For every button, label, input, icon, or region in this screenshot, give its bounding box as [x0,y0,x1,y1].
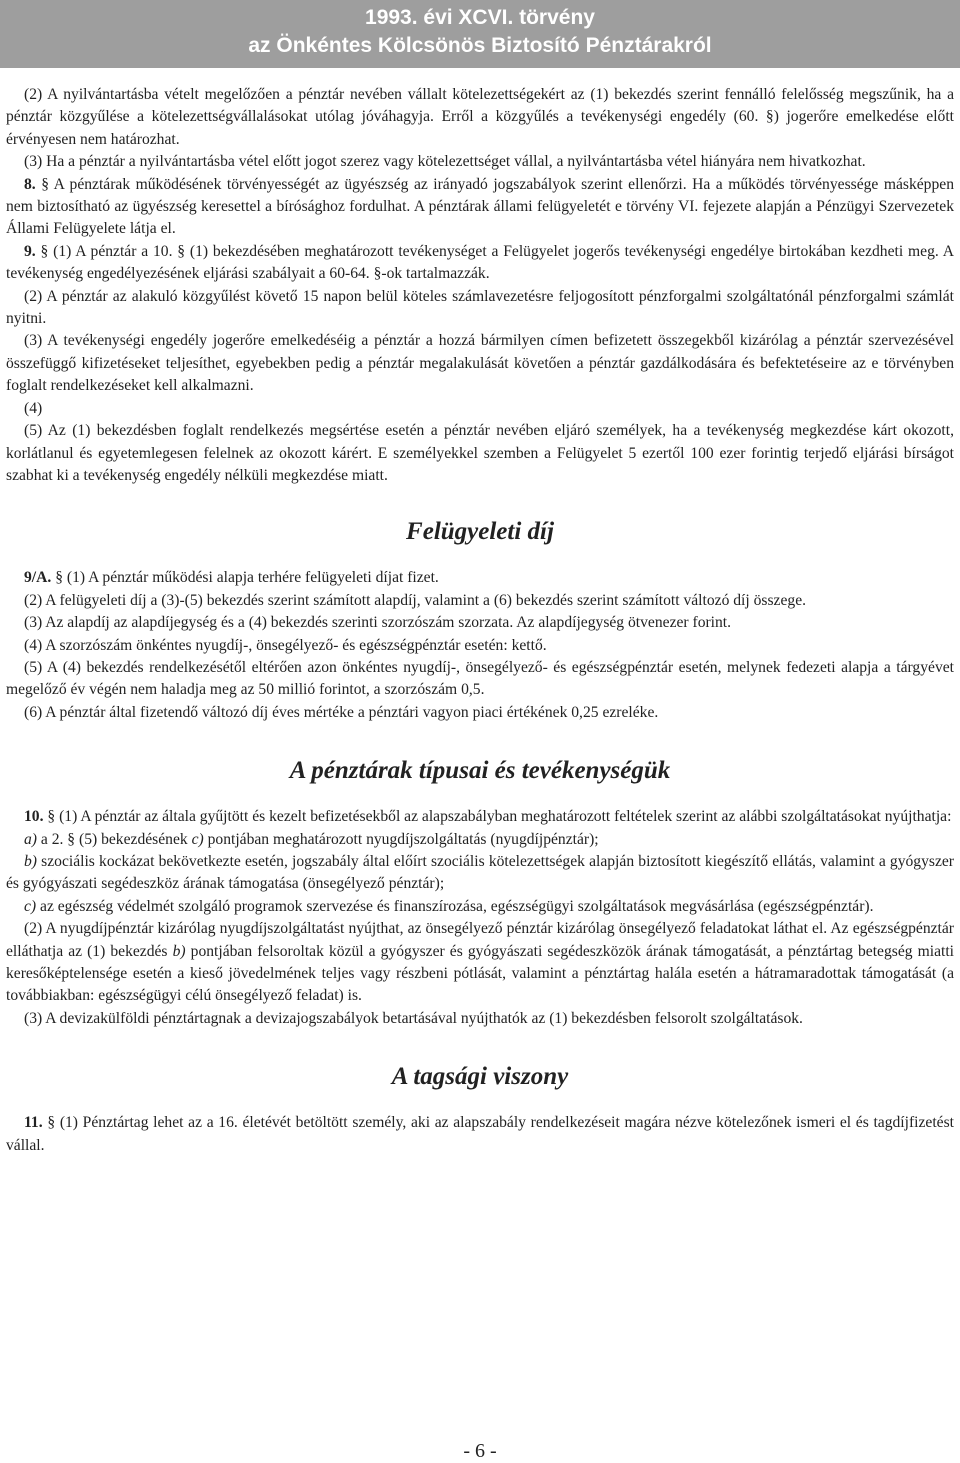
paragraph: (2) A nyugdíjpénztár kizárólag nyugdíjszolgáltatást nyújthat, az önsegélyező pénztár kizárólag önsegélyező feladatokat láthat el. Az egészségpénztár elláthatja az (1) bekezdés b) pontjában felsoroltak közül a gyógyszer és gyógyászati segédeszközök árának támogatását, a pénztártag betegség miatti keresőképtelensége esetén a kieső jövedelmének teljes vagy részbeni pótlását, valamint a pénztártag halála esetén a hátramaradottak támogatását (a továbbiakban: egészségügyi célú önsegélyező feladat) is. [6,920,954,1005]
section-heading: A tagsági viszony [391,1063,569,1091]
section-text: § (1) A pénztár az általa gyűjtött és kezelt befizetésekből az alapszabályban meghatározott feltételek szerint az alábbi szolgáltatásokat nyújthatja: [43,808,952,826]
section-number: 11. [24,1114,43,1132]
section-number: 9. [24,242,36,260]
page-number: - 6 - [463,1440,497,1462]
section-10 [6,806,954,828]
item-label: a) [24,830,37,848]
section-number: 8. [24,175,36,193]
document-header [0,0,960,68]
item-label: c) [24,897,37,915]
paragraph: (3) Ha a pénztár a nyilvántartásba vétel előtt jogot szerez vagy kötelezettséget vállal, a nyilvántartásba vétel hiányára nem hivatkozhat. [24,153,866,171]
section-heading: A pénztárak típusai és tevékenységük [289,757,671,785]
paragraph: (5) A (4) bekezdés rendelkezésétől eltérően azon önkéntes nyugdíj-, önsegélyező- és egészségpénztár esetén, melynek fedezeti alapja a tárgyévet megelőző év végén nem haladja meg az 50 millió forintot, a szorzószám 0,5. [6,658,954,699]
paragraph: (3) A devizakülföldi pénztártagnak a devizajogszabályok betartásával nyújthatók az (1) bekezdésben felsorolt szolgáltatások. [24,1009,803,1027]
paragraph: (2) A felügyeleti díj a (3)-(5) bekezdés szerint számított alapdíj, valamint a (6) bekezdés szerint számított változó díj összege. [24,591,807,609]
section-text: § (1) Pénztártag lehet az a 16. életévét betöltött személy, aki az alapszabály rendelkezéseit magára nézve kötelezőnek ismeri el és tagdíjfizetést vállal. [6,1114,954,1154]
list-item: b) szociális kockázat bekövetkezte esetén, jogszabály által előírt szociális kötelezettségek alapján biztosított kiegészítő ellátás, valamint a gyógyszer és gyógyászati segédeszköz árának támogatása (önsegélyező pénztár); [6,852,954,893]
paragraph: (4) [24,399,43,417]
header-law-title: 1993. évi XCVI. törvény [365,6,595,29]
section-9 [6,241,954,286]
document-body [0,68,960,1157]
list-item: c) az egészség védelmét szolgáló programok szervezése és finanszírozása, egészségügyi szolgáltatások megvásárlása (egészségpénztár). [24,897,874,915]
paragraph: (2) A nyilvántartásba vételt megelőzően a pénztár nevében vállalt kötelezettségekért az (1) bekezdés szerint fennálló felelősség megszűnik, ha a pénztár közgyűlése a kötelezettségvállalásokat utólag jóváhagyja. Erről a közgyűlés a tevékenységi engedély (60. §) jogerőre emelkedése előtt érvényesen nem határozhat. [6,86,954,148]
paragraph: (6) A pénztár által fizetendő változó díj éves mértéke a pénztári vagyon piaci értékének 0,25 ezreléke. [24,703,659,721]
header-law-subtitle: az Önkéntes Kölcsönös Biztosító Pénztárakról [248,34,712,57]
section-11 [6,1112,954,1157]
paragraph: (4) A szorzószám önkéntes nyugdíj-, önsegélyező- és egészségpénztár esetén: kettő. [24,636,547,654]
section-9a [6,567,954,589]
list-item: a) a 2. § (5) bekezdésének c) pontjában meghatározott nyugdíjszolgáltatás (nyugdíjpénztár); [24,830,599,848]
section-text: § A pénztárak működésének törvényességét az ügyészség az irányadó jogszabályok szerint ellenőrzi. Ha a működés törvényessége másképpen nem biztosítható az ügyészség keresettel a bírósághoz fordulhat. A pénztárak állami felügyeletét e törvény VI. fejezete alapján a Pénzügyi Szervezetek Állami Felügyelete látja el. [6,175,954,238]
paragraph: (3) Az alapdíj az alapdíjegység és a (4) bekezdés szerinti szorzószám szorzata. Az alapdíjegység ötvenezer forint. [24,614,732,632]
section-text: § (1) A pénztár a 10. § (1) bekezdésében meghatározott tevékenységet a Felügyelet jogerős tevékenységi engedélye birtokában kezdheti meg. A tevékenység engedélyezésének eljárási szabályait a 60-64. §-ok tartalmazzák. [6,242,954,283]
paragraph: (3) A tevékenységi engedély jogerőre emelkedéséig a pénztár a hozzá bármilyen címen befizetett összegekből kizárólag a pénztár szervezésével összefüggő kifizetéseket teljesíthet, egyebekben pedig a pénztár megalakulását követően a pénztár gazdálkodására és befektetéseire az e törvényben foglalt rendelkezéseket kell alkalmazni. [6,332,954,395]
section-text: § (1) A pénztár működési alapja terhére felügyeleti díjat fizet. [51,569,439,587]
section-number: 10. [24,808,44,826]
section-8 [6,174,954,241]
section-heading: Felügyeleti díj [406,518,554,546]
item-label: b) [24,852,37,870]
paragraph: (5) Az (1) bekezdésben foglalt rendelkezés megsértése esetén a pénztár nevében eljáró személyek, ha a tevékenység megkezdése kárt okozott, korlátlanul és egyetemlegesen felelnek az okozott kárért. E személyekkel szemben a Felügyelet 5 ezertől 100 ezer forintig terjedő eljárási bírságot szabhat ki a tevékenység engedély nélküli megkezdése miatt. [6,422,954,484]
paragraph: (2) A pénztár az alakuló közgyűlést követő 15 napon belül köteles számlavezetésre feljogosított pénzforgalmi szolgáltatónál pénzforgalmi számlát nyitni. [6,287,954,328]
section-number: 9/A. [24,569,52,587]
